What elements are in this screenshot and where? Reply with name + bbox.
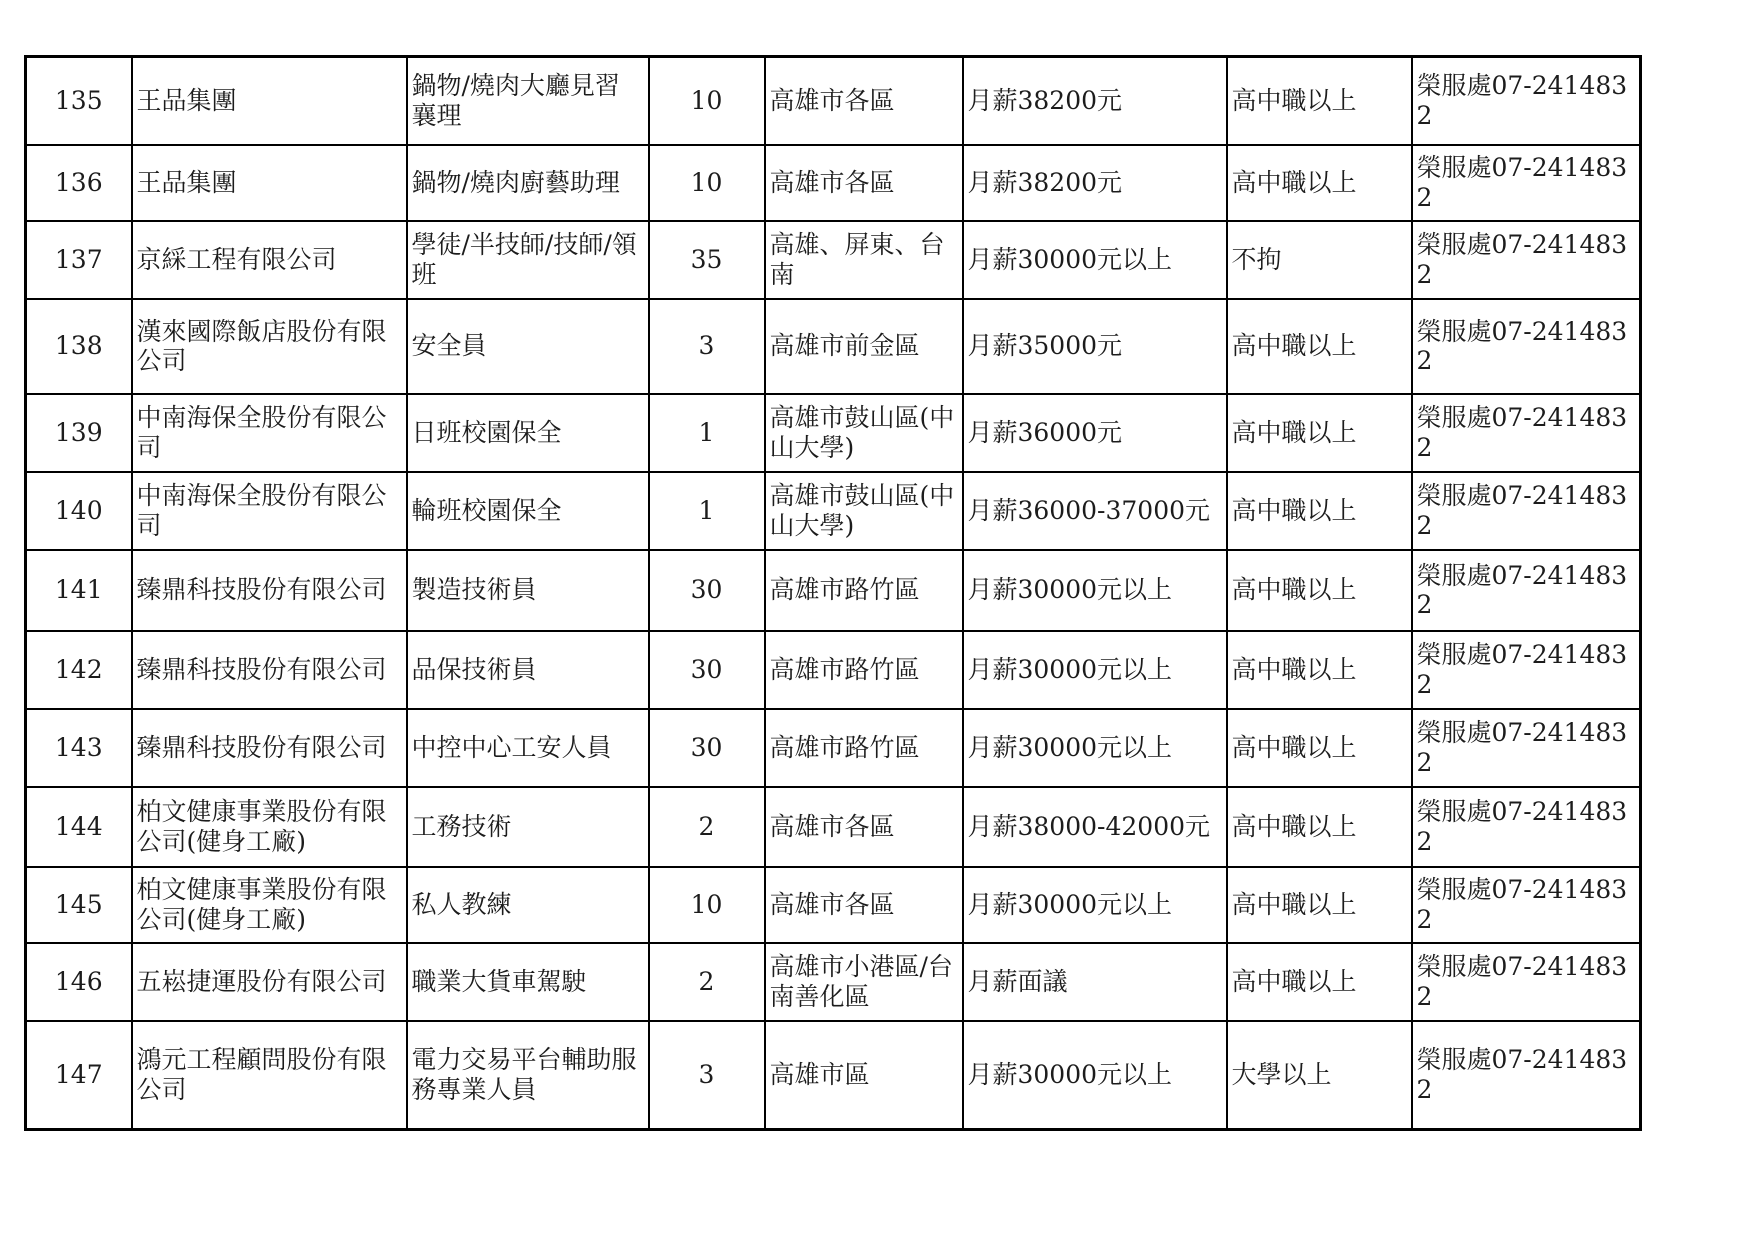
cell-salary: 月薪30000元以上	[963, 550, 1227, 631]
cell-education: 高中職以上	[1227, 787, 1412, 867]
cell-location: 高雄市鼓山區(中山大學)	[765, 472, 963, 550]
cell-openings: 35	[649, 221, 765, 299]
cell-location: 高雄市區	[765, 1021, 963, 1130]
cell-job-title: 製造技術員	[407, 550, 649, 631]
job-listings-table	[24, 55, 1642, 1131]
cell-location: 高雄市各區	[765, 145, 963, 221]
cell-education: 高中職以上	[1227, 472, 1412, 550]
cell-education: 大學以上	[1227, 1021, 1412, 1130]
cell-contact: 榮服處07-2414832	[1412, 709, 1641, 787]
cell-job-title: 鍋物/燒肉大廳見習襄理	[407, 57, 649, 145]
cell-contact: 榮服處07-2414832	[1412, 472, 1641, 550]
cell-salary: 月薪30000元以上	[963, 709, 1227, 787]
table-row	[26, 709, 1641, 787]
cell-job-title: 鍋物/燒肉廚藝助理	[407, 145, 649, 221]
cell-contact: 榮服處07-2414832	[1412, 1021, 1641, 1130]
cell-openings: 30	[649, 550, 765, 631]
table-row	[26, 631, 1641, 709]
job-table-body	[26, 57, 1641, 1130]
cell-salary: 月薪30000元以上	[963, 867, 1227, 943]
cell-salary: 月薪30000元以上	[963, 1021, 1227, 1130]
cell-salary: 月薪35000元	[963, 299, 1227, 394]
cell-company: 五崧捷運股份有限公司	[132, 943, 407, 1021]
cell-location: 高雄市路竹區	[765, 709, 963, 787]
cell-salary: 月薪36000元	[963, 394, 1227, 472]
cell-education: 高中職以上	[1227, 550, 1412, 631]
cell-company: 臻鼎科技股份有限公司	[132, 631, 407, 709]
cell-openings: 1	[649, 472, 765, 550]
table-row	[26, 299, 1641, 394]
cell-location: 高雄市前金區	[765, 299, 963, 394]
table-row	[26, 145, 1641, 221]
cell-no: 140	[26, 472, 132, 550]
cell-company: 鴻元工程顧問股份有限公司	[132, 1021, 407, 1130]
table-row	[26, 943, 1641, 1021]
cell-company: 臻鼎科技股份有限公司	[132, 550, 407, 631]
cell-education: 高中職以上	[1227, 299, 1412, 394]
cell-company: 柏文健康事業股份有限公司(健身工廠)	[132, 787, 407, 867]
cell-education: 高中職以上	[1227, 709, 1412, 787]
cell-salary: 月薪面議	[963, 943, 1227, 1021]
cell-openings: 30	[649, 631, 765, 709]
cell-job-title: 工務技術	[407, 787, 649, 867]
cell-contact: 榮服處07-2414832	[1412, 299, 1641, 394]
cell-openings: 10	[649, 145, 765, 221]
cell-education: 高中職以上	[1227, 57, 1412, 145]
cell-contact: 榮服處07-2414832	[1412, 550, 1641, 631]
cell-no: 146	[26, 943, 132, 1021]
cell-job-title: 日班校園保全	[407, 394, 649, 472]
cell-location: 高雄市各區	[765, 867, 963, 943]
cell-contact: 榮服處07-2414832	[1412, 221, 1641, 299]
cell-education: 高中職以上	[1227, 394, 1412, 472]
cell-salary: 月薪30000元以上	[963, 631, 1227, 709]
cell-location: 高雄、屏東、台南	[765, 221, 963, 299]
table-row	[26, 394, 1641, 472]
cell-company: 漢來國際飯店股份有限公司	[132, 299, 407, 394]
cell-job-title: 學徒/半技師/技師/領班	[407, 221, 649, 299]
table-row	[26, 867, 1641, 943]
cell-location: 高雄市路竹區	[765, 550, 963, 631]
cell-location: 高雄市路竹區	[765, 631, 963, 709]
cell-location: 高雄市各區	[765, 57, 963, 145]
cell-education: 高中職以上	[1227, 631, 1412, 709]
cell-salary: 月薪36000-37000元	[963, 472, 1227, 550]
cell-contact: 榮服處07-2414832	[1412, 57, 1641, 145]
cell-no: 135	[26, 57, 132, 145]
cell-no: 136	[26, 145, 132, 221]
cell-company: 臻鼎科技股份有限公司	[132, 709, 407, 787]
cell-salary: 月薪38200元	[963, 145, 1227, 221]
cell-education: 高中職以上	[1227, 145, 1412, 221]
cell-job-title: 中控中心工安人員	[407, 709, 649, 787]
table-row	[26, 221, 1641, 299]
cell-job-title: 品保技術員	[407, 631, 649, 709]
cell-company: 中南海保全股份有限公司	[132, 394, 407, 472]
cell-contact: 榮服處07-2414832	[1412, 787, 1641, 867]
cell-no: 138	[26, 299, 132, 394]
cell-location: 高雄市鼓山區(中山大學)	[765, 394, 963, 472]
cell-job-title: 電力交易平台輔助服務專業人員	[407, 1021, 649, 1130]
cell-education: 不拘	[1227, 221, 1412, 299]
cell-no: 143	[26, 709, 132, 787]
cell-no: 139	[26, 394, 132, 472]
cell-openings: 2	[649, 943, 765, 1021]
table-row	[26, 1021, 1641, 1130]
cell-job-title: 安全員	[407, 299, 649, 394]
cell-company: 王品集團	[132, 57, 407, 145]
cell-company: 中南海保全股份有限公司	[132, 472, 407, 550]
cell-salary: 月薪38000-42000元	[963, 787, 1227, 867]
table-row	[26, 787, 1641, 867]
cell-openings: 10	[649, 867, 765, 943]
cell-location: 高雄市各區	[765, 787, 963, 867]
cell-job-title: 職業大貨車駕駛	[407, 943, 649, 1021]
cell-company: 京綵工程有限公司	[132, 221, 407, 299]
cell-openings: 3	[649, 299, 765, 394]
cell-no: 142	[26, 631, 132, 709]
cell-no: 145	[26, 867, 132, 943]
table-row	[26, 472, 1641, 550]
cell-contact: 榮服處07-2414832	[1412, 145, 1641, 221]
cell-contact: 榮服處07-2414832	[1412, 867, 1641, 943]
cell-no: 147	[26, 1021, 132, 1130]
cell-location: 高雄市小港區/台南善化區	[765, 943, 963, 1021]
cell-job-title: 輪班校園保全	[407, 472, 649, 550]
cell-education: 高中職以上	[1227, 943, 1412, 1021]
cell-contact: 榮服處07-2414832	[1412, 943, 1641, 1021]
cell-openings: 2	[649, 787, 765, 867]
cell-no: 141	[26, 550, 132, 631]
cell-education: 高中職以上	[1227, 867, 1412, 943]
cell-job-title: 私人教練	[407, 867, 649, 943]
cell-openings: 1	[649, 394, 765, 472]
cell-salary: 月薪38200元	[963, 57, 1227, 145]
cell-contact: 榮服處07-2414832	[1412, 394, 1641, 472]
table-row	[26, 550, 1641, 631]
cell-openings: 30	[649, 709, 765, 787]
cell-openings: 10	[649, 57, 765, 145]
cell-contact: 榮服處07-2414832	[1412, 631, 1641, 709]
cell-company: 王品集團	[132, 145, 407, 221]
cell-openings: 3	[649, 1021, 765, 1130]
cell-no: 137	[26, 221, 132, 299]
cell-company: 柏文健康事業股份有限公司(健身工廠)	[132, 867, 407, 943]
table-row	[26, 57, 1641, 145]
cell-no: 144	[26, 787, 132, 867]
cell-salary: 月薪30000元以上	[963, 221, 1227, 299]
